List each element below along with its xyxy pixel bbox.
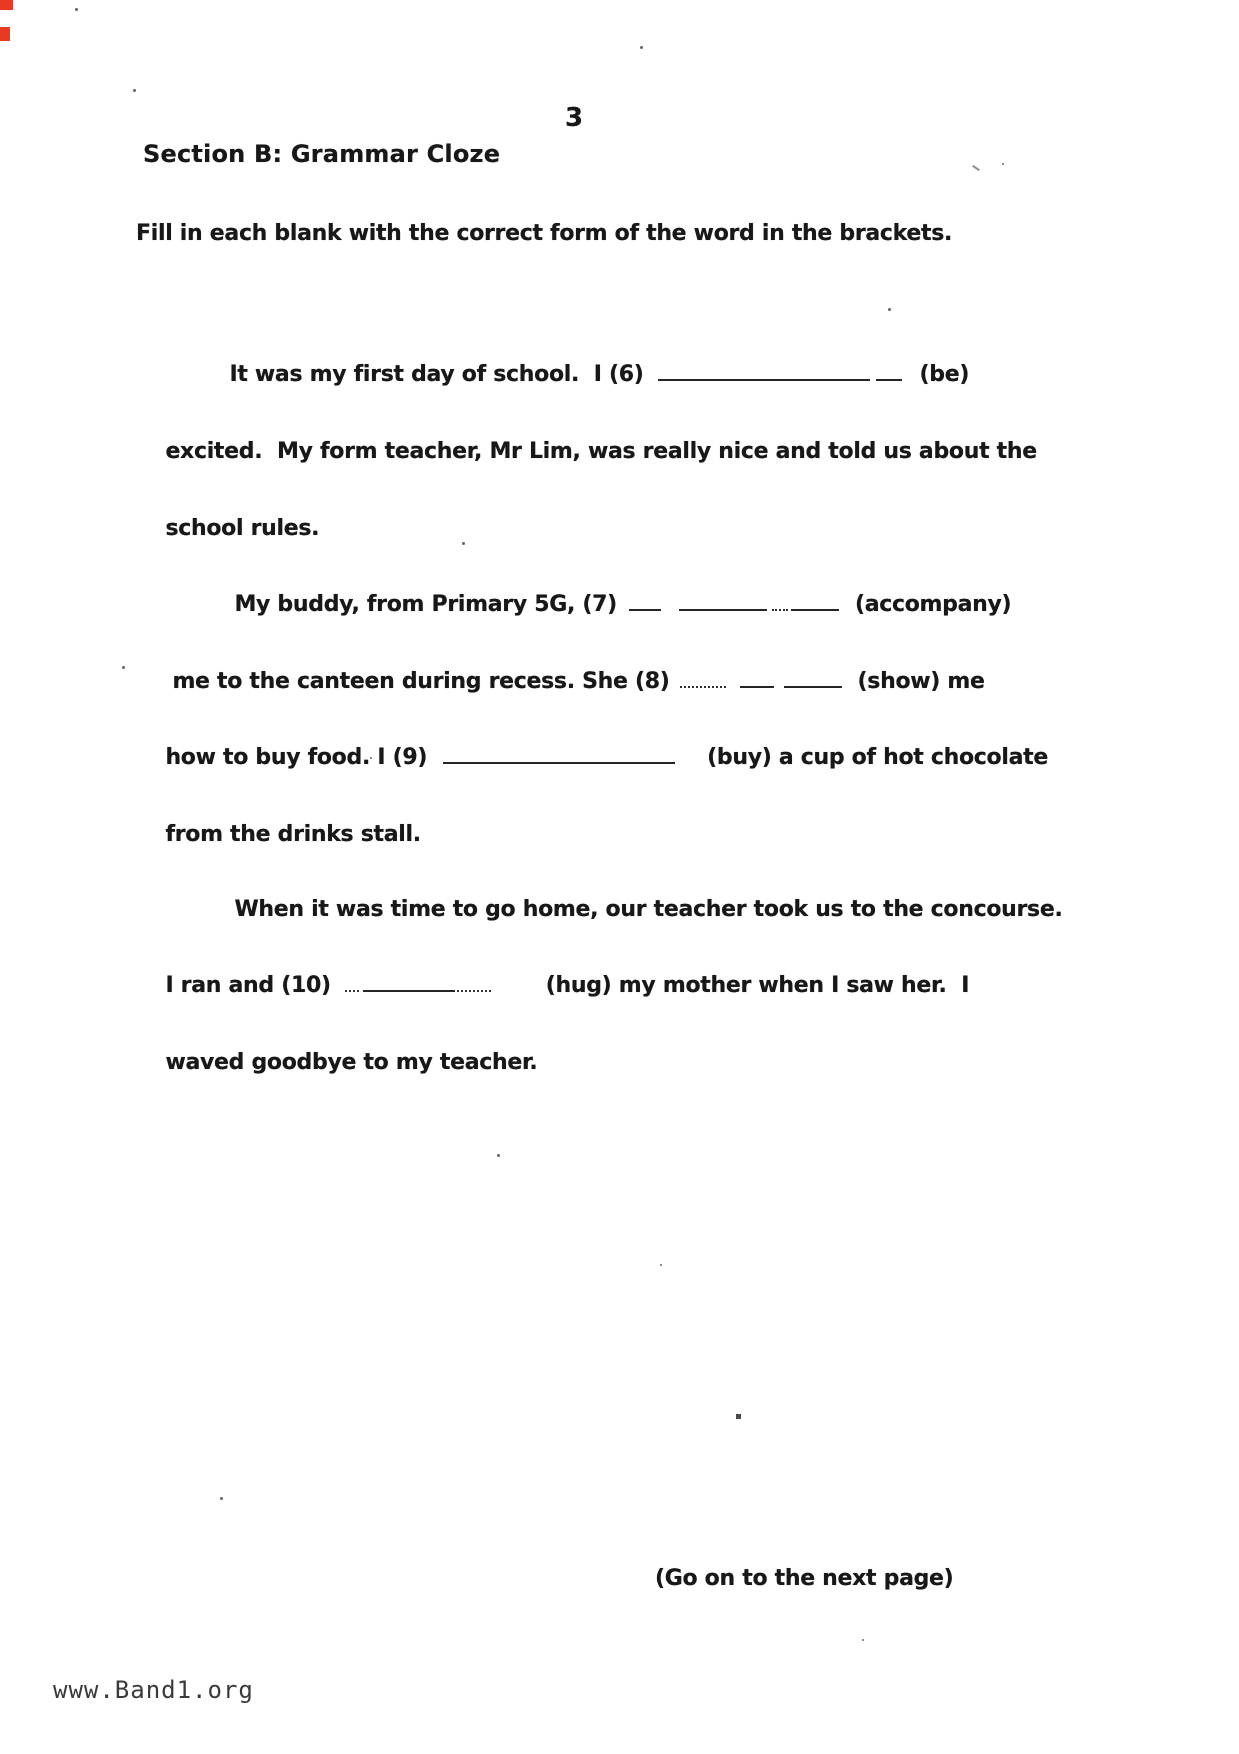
answer-blank-8 [784, 671, 842, 688]
scan-artifact [972, 165, 980, 171]
watermark-url: www.Band1.org [53, 1676, 254, 1704]
cloze-line [136, 491, 319, 566]
cloze-text: me to the canteen during recess. She (8) [172, 669, 670, 694]
scan-artifact [220, 1497, 223, 1500]
scan-artifact [75, 8, 78, 11]
cloze-text: excited. My form teacher, Mr Lim, was really nice and told us about the [165, 439, 1037, 464]
section-title: Section B: Grammar Cloze [143, 140, 501, 168]
instruction-text: Fill in each blank with the correct form of the word in the brackets. [136, 221, 953, 246]
scan-artifact [736, 1414, 741, 1419]
cloze-line [136, 1025, 537, 1100]
scan-artifact [1002, 163, 1004, 165]
hint-word: (hug) my mother when I saw her. I [545, 973, 970, 998]
cloze-line [205, 567, 1011, 642]
cloze-line [136, 414, 1037, 489]
hint-word: (buy) a cup of hot chocolate [707, 745, 1048, 770]
go-on-note: (Go on to the next page) [655, 1566, 954, 1591]
answer-blank-7 [629, 594, 661, 611]
scan-artifact [888, 308, 891, 311]
cloze-text: My buddy, from Primary 5G, (7) [234, 592, 617, 617]
cloze-line [200, 337, 969, 412]
answer-blank-6 [876, 364, 902, 381]
scan-artifact [640, 46, 643, 49]
page-number: 3 [565, 103, 583, 133]
hint-word: (accompany) [854, 592, 1012, 617]
answer-blank-7 [772, 594, 788, 611]
answer-blank-10 [345, 975, 359, 992]
scan-artifact [862, 1639, 864, 1641]
hint-word: (show) me [857, 669, 985, 694]
scan-artifact-red [0, 0, 13, 10]
hint-word: (be) [919, 362, 970, 387]
scan-artifact [122, 666, 125, 669]
answer-blank-10 [363, 975, 455, 992]
answer-blank-6 [658, 364, 870, 381]
scan-artifact-red [0, 27, 10, 41]
cloze-line [136, 948, 969, 1023]
cloze-text: from the drinks stall. [165, 822, 421, 847]
scan-artifact [497, 1154, 500, 1157]
answer-blank-8 [680, 671, 726, 688]
answer-blank-7 [791, 594, 839, 611]
cloze-line [136, 720, 1048, 795]
answer-blank-9 [443, 747, 675, 764]
scan-artifact [133, 89, 136, 92]
cloze-line [136, 797, 421, 872]
answer-blank-10 [457, 975, 491, 992]
cloze-line [143, 644, 985, 719]
answer-blank-7 [679, 594, 767, 611]
scan-artifact [462, 542, 465, 545]
cloze-text: waved goodbye to my teacher. [165, 1050, 538, 1075]
cloze-text: school rules. [165, 516, 320, 541]
scan-artifact [660, 1264, 662, 1266]
cloze-text: It was my first day of school. I (6) [229, 362, 644, 387]
cloze-text: When it was time to go home, our teacher took us to the concourse. [234, 897, 1063, 922]
answer-blank-8 [740, 671, 774, 688]
cloze-line [205, 872, 1063, 947]
cloze-text: how to buy food. I (9) [165, 745, 428, 770]
cloze-text: I ran and (10) [165, 973, 331, 998]
